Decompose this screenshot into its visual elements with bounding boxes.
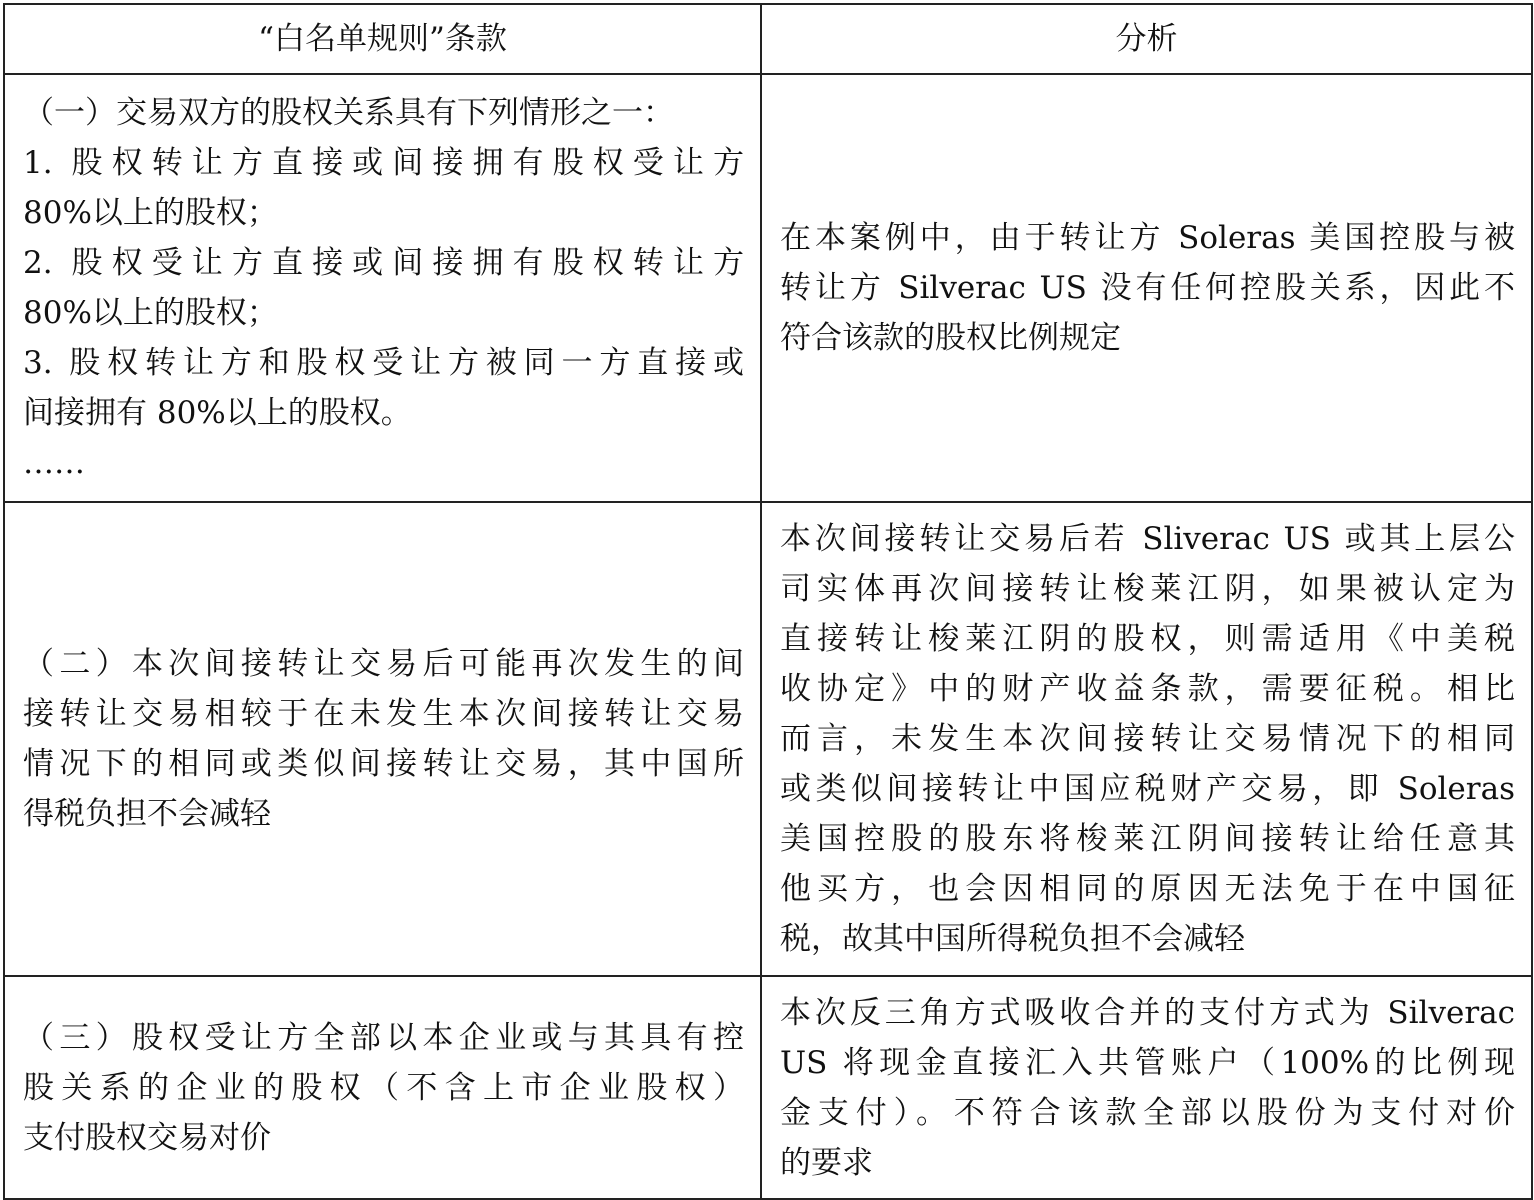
clause-line: 3. 股权转让方和股权受让方被同一方直接或 xyxy=(23,345,744,381)
whitelist-analysis-table xyxy=(3,3,1533,1200)
clause-line: 1. 股权转让方直接或间接拥有股权受让方 xyxy=(23,145,744,181)
analysis-line: 税，故其中国所得税负担不会减轻 xyxy=(780,921,1245,957)
analysis-line: 符合该款的股权比例规定 xyxy=(780,320,1121,356)
clause-cell xyxy=(4,74,761,502)
clause-line: 支付股权交易对价 xyxy=(23,1119,271,1156)
analysis-line: 他买方，也会因相同的原因无法免于在中国征 xyxy=(780,871,1515,907)
header-clause: “白名单规则”条款 xyxy=(4,4,761,74)
analysis-line: 金支付）。不符合该款全部以股份为支付对价 xyxy=(780,1094,1515,1131)
clause-line: 80%以上的股权； xyxy=(23,295,278,331)
clause-line: （三）股权受让方全部以本企业或与其具有控 xyxy=(23,1019,744,1056)
table-row xyxy=(4,74,1532,502)
analysis-line: 在本案例中，由于转让方 Soleras 美国控股与被 xyxy=(780,220,1515,256)
clause-cell xyxy=(4,502,761,976)
analysis-line: 美国控股的股东将梭莱江阴间接转让给任意其 xyxy=(780,821,1515,857)
analysis-line: 司实体再次间接转让梭莱江阴，如果被认定为 xyxy=(780,571,1515,607)
table-header-row xyxy=(4,4,1532,74)
analysis-line: 本次间接转让交易后若 Sliverac US 或其上层公 xyxy=(780,521,1515,557)
clause-line: 接转让交易相较于在未发生本次间接转让交易 xyxy=(23,696,744,732)
analysis-line: 的要求 xyxy=(780,1144,873,1181)
table-row xyxy=(4,502,1532,976)
clause-line: （二）本次间接转让交易后可能再次发生的间 xyxy=(23,646,744,682)
analysis-line: 本次反三角方式吸收合并的支付方式为 Silverac xyxy=(780,994,1515,1031)
analysis-cell xyxy=(761,502,1532,976)
clause-line: 间接拥有 80%以上的股权。 xyxy=(23,395,412,431)
clause-line: 股关系的企业的股权（不含上市企业股权） xyxy=(23,1069,744,1106)
clause-line: 情况下的相同或类似间接转让交易，其中国所 xyxy=(23,746,744,782)
clause-line: 得税负担不会减轻 xyxy=(23,796,271,832)
clause-line: …… xyxy=(23,445,85,481)
clause-line: （一）交易双方的股权关系具有下列情形之一： xyxy=(23,95,674,131)
analysis-line: 直接转让梭莱江阴的股权，则需适用《中美税 xyxy=(780,621,1515,657)
header-analysis: 分析 xyxy=(761,4,1532,74)
clause-line: 80%以上的股权； xyxy=(23,195,278,231)
analysis-line: 收协定》中的财产收益条款，需要征税。相比 xyxy=(780,671,1515,707)
analysis-line: 而言，未发生本次间接转让交易情况下的相同 xyxy=(780,721,1515,757)
analysis-cell xyxy=(761,74,1532,502)
table-row xyxy=(4,976,1532,1199)
analysis-line: 转让方 Silverac US 没有任何控股关系，因此不 xyxy=(780,270,1515,306)
clause-cell xyxy=(4,976,761,1199)
clause-line: 2. 股权受让方直接或间接拥有股权转让方 xyxy=(23,245,744,281)
analysis-cell xyxy=(761,976,1532,1199)
analysis-line: 或类似间接转让中国应税财产交易，即 Soleras xyxy=(780,771,1515,807)
analysis-line: US 将现金直接汇入共管账户（100%的比例现 xyxy=(780,1044,1515,1081)
